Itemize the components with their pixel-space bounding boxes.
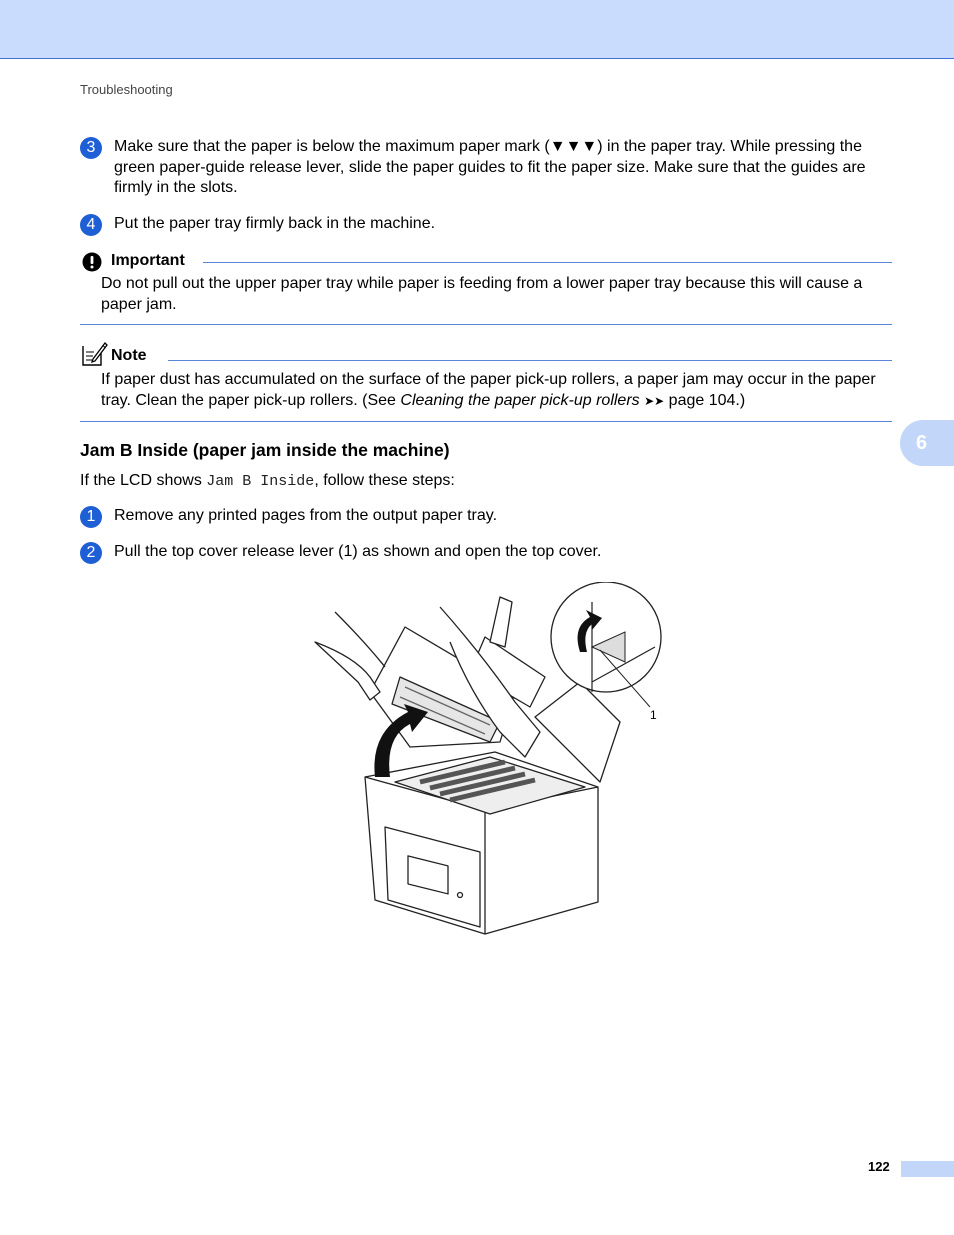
intro-before: If the LCD shows — [80, 472, 207, 489]
chapter-tab[interactable]: 6 — [900, 420, 954, 466]
section-heading: Jam B Inside (paper jam inside the machine) — [80, 440, 450, 460]
step-text: Remove any printed pages from the output paper tray. — [114, 507, 498, 524]
intro-line — [80, 472, 455, 490]
divider — [203, 262, 892, 263]
step-4 — [80, 214, 892, 235]
printer-illustration — [300, 582, 670, 942]
warning-icon — [82, 252, 102, 272]
note-link[interactable]: Cleaning the paper pick-up rollers — [400, 392, 640, 409]
double-arrow-icon: ➤➤ — [644, 394, 665, 408]
footer-band — [901, 1161, 954, 1177]
step-number-badge: 2 — [80, 542, 102, 564]
step-1 — [80, 506, 892, 527]
step-2 — [80, 542, 892, 563]
divider — [168, 360, 892, 361]
note-text-before: If paper dust has accumulated on the surface of the paper pick-up rollers, a paper jam may occur in the paper tray. Clean the paper pick-up rollers. (See — [101, 371, 876, 409]
lcd-message: Jam B Inside — [206, 473, 315, 490]
note-text-after: page 104.) — [664, 392, 746, 409]
figure-callout-label: 1 — [650, 708, 657, 722]
step-number-badge: 3 — [80, 137, 102, 159]
step-number-badge: 4 — [80, 214, 102, 236]
important-box — [80, 251, 892, 325]
note-pencil-icon — [80, 340, 108, 368]
important-title: Important — [111, 252, 185, 269]
step-number-badge: 1 — [80, 506, 102, 528]
breadcrumb: Troubleshooting — [80, 82, 173, 97]
page-number: 122 — [868, 1159, 890, 1174]
step-3 — [80, 137, 892, 199]
divider — [80, 324, 892, 325]
step-text: Put the paper tray firmly back in the machine. — [114, 215, 436, 232]
step-text: Pull the top cover release lever (1) as shown and open the top cover. — [114, 543, 602, 560]
note-title: Note — [111, 347, 147, 364]
important-text: Do not pull out the upper paper tray while paper is feeding from a lower paper tray because this will cause a paper jam. — [101, 275, 863, 313]
intro-after: , follow these steps: — [314, 472, 455, 489]
note-box — [80, 340, 892, 422]
divider — [80, 421, 892, 422]
step-text: Make sure that the paper is below the maximum paper mark (▼▼▼) in the paper tray. While pressing the green paper-guide release lever, slide the paper guides to fit the paper size. Make sure that the guides are firmly in the slots. — [114, 138, 866, 196]
note-text — [101, 369, 892, 412]
header-band — [0, 0, 954, 59]
